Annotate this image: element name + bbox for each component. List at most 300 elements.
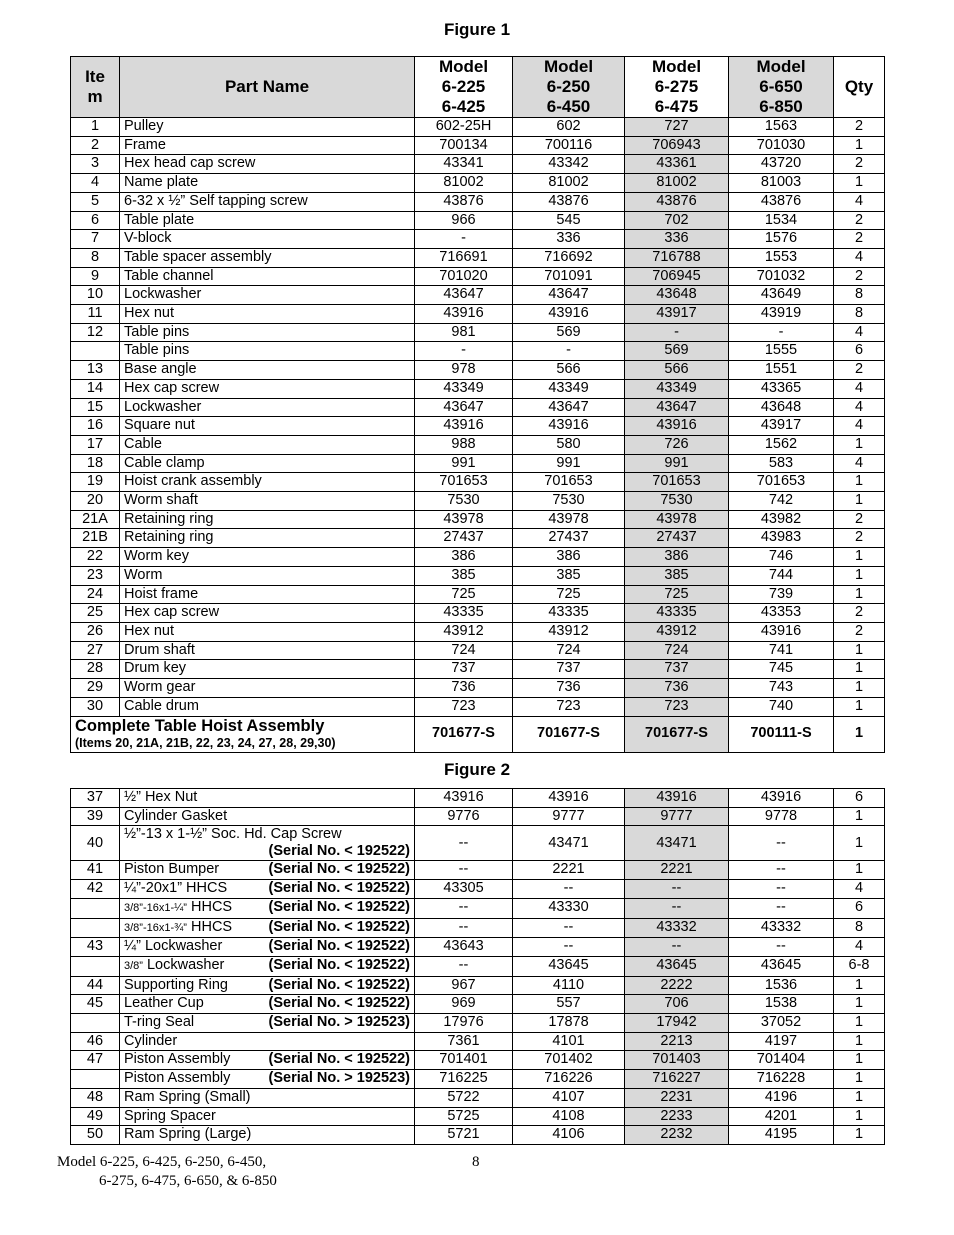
part-number-model-2: 4110	[513, 976, 625, 995]
table-row	[71, 492, 885, 511]
quantity: 1	[834, 566, 885, 585]
part-number-model-1: --	[415, 918, 513, 938]
part-number-model-4: 739	[729, 585, 834, 604]
part-number-model-4: --	[729, 826, 834, 861]
part-number-model-2: 700116	[513, 136, 625, 155]
part-number-model-2: 336	[513, 230, 625, 249]
part-number-model-3: 43647	[625, 398, 729, 417]
serial-note: (Serial No. > 192523)	[268, 1014, 410, 1031]
table-row	[71, 938, 885, 957]
part-number-model-2: 43916	[513, 305, 625, 324]
quantity: 1	[834, 1088, 885, 1107]
part-number-model-3: 385	[625, 566, 729, 585]
part-number-model-1: 725	[415, 585, 513, 604]
part-number-model-4: 1538	[729, 995, 834, 1014]
part-name: Drum key	[120, 660, 415, 679]
part-number-model-3: 2232	[625, 1126, 729, 1145]
quantity: 1	[834, 641, 885, 660]
part-number-model-3: 2222	[625, 976, 729, 995]
item-number: 29	[71, 679, 120, 698]
part-name	[120, 956, 415, 976]
item-number: 22	[71, 548, 120, 567]
part-number-model-4: 1555	[729, 342, 834, 361]
part-name	[120, 1014, 415, 1033]
part-name: Hex nut	[120, 622, 415, 641]
table-row	[71, 1014, 885, 1033]
part-number-model-2: 4107	[513, 1088, 625, 1107]
part-name: Hoist frame	[120, 585, 415, 604]
part-name	[120, 1088, 415, 1107]
part-number-model-1: -	[415, 230, 513, 249]
part-number-model-4: 43916	[729, 789, 834, 808]
item-number: 28	[71, 660, 120, 679]
table-row	[71, 435, 885, 454]
part-name-text: Piston Assembly	[124, 1051, 231, 1068]
part-number-model-4: 43645	[729, 956, 834, 976]
part-name	[120, 826, 415, 861]
part-name	[120, 976, 415, 995]
part-number-model-2: 43471	[513, 826, 625, 861]
part-number-model-1: 43916	[415, 789, 513, 808]
table-row	[71, 585, 885, 604]
part-number-model-3: 727	[625, 118, 729, 137]
part-number-model-4: 43876	[729, 192, 834, 211]
part-name	[120, 918, 415, 938]
part-name-text: Ram Spring (Large)	[124, 1126, 252, 1143]
table-row	[71, 880, 885, 899]
part-name: V-block	[120, 230, 415, 249]
part-number-model-1: 967	[415, 976, 513, 995]
part-number-model-1: 701401	[415, 1051, 513, 1070]
part-number-model-3: 43648	[625, 286, 729, 305]
serial-note: (Serial No. < 192522)	[268, 918, 410, 935]
item-number: 45	[71, 995, 120, 1014]
quantity: 8	[834, 305, 885, 324]
part-number-model-3: 726	[625, 435, 729, 454]
part-number-model-1: 43349	[415, 379, 513, 398]
table-row	[71, 230, 885, 249]
part-name: Frame	[120, 136, 415, 155]
part-number-model-2: --	[513, 918, 625, 938]
part-number-model-1: 724	[415, 641, 513, 660]
part-number-model-4: 4197	[729, 1032, 834, 1051]
table-row	[71, 1126, 885, 1145]
part-number-model-3: -	[625, 323, 729, 342]
part-number-model-1: 17976	[415, 1014, 513, 1033]
table-row	[71, 641, 885, 660]
serial-note: (Serial No. > 192523)	[268, 1070, 410, 1087]
quantity: 1	[834, 861, 885, 880]
part-number-model-1: 716225	[415, 1070, 513, 1089]
part-number-model-4: 745	[729, 660, 834, 679]
part-name: Cable	[120, 435, 415, 454]
part-number-model-1: 43335	[415, 604, 513, 623]
part-number-model-3: 701403	[625, 1051, 729, 1070]
part-name: Table pins	[120, 342, 415, 361]
item-number: 49	[71, 1107, 120, 1126]
part-number-model-3: 43645	[625, 956, 729, 976]
table-row	[71, 679, 885, 698]
item-number: 30	[71, 697, 120, 716]
quantity: 2	[834, 267, 885, 286]
item-number: 3	[71, 155, 120, 174]
item-number: 15	[71, 398, 120, 417]
part-name-text: Piston Assembly	[124, 1070, 231, 1087]
part-number-model-2: 725	[513, 585, 625, 604]
quantity: 1	[834, 807, 885, 826]
table-row	[71, 361, 885, 380]
quantity: 4	[834, 398, 885, 417]
quantity: 4	[834, 938, 885, 957]
part-name: Cable clamp	[120, 454, 415, 473]
part-number-model-4: 1576	[729, 230, 834, 249]
item-number: 43	[71, 938, 120, 957]
table-row	[71, 807, 885, 826]
part-number-model-1: 43647	[415, 398, 513, 417]
serial-note: (Serial No. < 192522)	[268, 880, 410, 897]
part-number-model-3: 716788	[625, 248, 729, 267]
part-name-text: Piston Bumper	[124, 861, 220, 878]
quantity: 1	[834, 826, 885, 861]
part-number-model-4: 43720	[729, 155, 834, 174]
quantity: 2	[834, 361, 885, 380]
item-number: 11	[71, 305, 120, 324]
part-number-model-3: 724	[625, 641, 729, 660]
item-number: 18	[71, 454, 120, 473]
item-number: 48	[71, 1088, 120, 1107]
part-name: Name plate	[120, 174, 415, 193]
part-number-model-4: -	[729, 323, 834, 342]
figure-1-title: Figure 1	[443, 20, 511, 39]
part-number-model-2: --	[513, 880, 625, 899]
item-number: 19	[71, 473, 120, 492]
part-number-model-1: 978	[415, 361, 513, 380]
part-number-model-2: 27437	[513, 529, 625, 548]
item-number: 23	[71, 566, 120, 585]
part-number-model-3: 566	[625, 361, 729, 380]
part-number-model-1: 988	[415, 435, 513, 454]
part-number-model-4: 1551	[729, 361, 834, 380]
quantity: 1	[834, 660, 885, 679]
part-number-model-2: 580	[513, 435, 625, 454]
quantity: 4	[834, 454, 885, 473]
assembly-model-4: 700111-S	[729, 716, 834, 752]
part-number-model-1: 386	[415, 548, 513, 567]
part-number-model-2: 43912	[513, 622, 625, 641]
part-number-model-3: 701653	[625, 473, 729, 492]
footer-models	[57, 1153, 277, 1191]
quantity: 6	[834, 898, 885, 918]
part-number-model-3: 43335	[625, 604, 729, 623]
part-number-model-3: 43916	[625, 417, 729, 436]
part-number-model-1: --	[415, 898, 513, 918]
part-number-model-4: 744	[729, 566, 834, 585]
part-number-model-4: 43649	[729, 286, 834, 305]
part-name-text: ¼”-20x1” HHCS	[124, 880, 228, 897]
part-number-model-2: 723	[513, 697, 625, 716]
part-number-model-2: 17878	[513, 1014, 625, 1033]
table-row	[71, 660, 885, 679]
figure-2-title: Figure 2	[443, 760, 511, 779]
quantity: 2	[834, 211, 885, 230]
quantity: 1	[834, 1126, 885, 1145]
part-name: Base angle	[120, 361, 415, 380]
part-number-model-4: 43332	[729, 918, 834, 938]
part-number-model-4: 9778	[729, 807, 834, 826]
table-row	[71, 417, 885, 436]
table-row	[71, 267, 885, 286]
quantity: 1	[834, 1051, 885, 1070]
part-number-model-2: 716692	[513, 248, 625, 267]
part-number-model-3: 43471	[625, 826, 729, 861]
part-number-model-4: 43365	[729, 379, 834, 398]
quantity: 4	[834, 248, 885, 267]
part-number-model-3: --	[625, 898, 729, 918]
assembly-model-2: 701677-S	[513, 716, 625, 752]
serial-note: (Serial No. < 192522)	[268, 861, 410, 878]
part-number-model-4: 1553	[729, 248, 834, 267]
item-number: 46	[71, 1032, 120, 1051]
part-name: Pulley	[120, 118, 415, 137]
table-row	[71, 1088, 885, 1107]
part-number-model-3: 723	[625, 697, 729, 716]
header-model-1: Model 6-225 6-425	[415, 57, 513, 118]
quantity: 4	[834, 323, 885, 342]
part-number-model-3: 7530	[625, 492, 729, 511]
part-number-model-4: 701404	[729, 1051, 834, 1070]
item-number: 20	[71, 492, 120, 511]
quantity: 2	[834, 604, 885, 623]
part-number-model-2: 4101	[513, 1032, 625, 1051]
part-number-model-3: 2233	[625, 1107, 729, 1126]
serial-note: (Serial No. < 192522)	[268, 843, 410, 860]
item-number: 4	[71, 174, 120, 193]
part-name: Hoist crank assembly	[120, 473, 415, 492]
part-number-model-2: 43876	[513, 192, 625, 211]
table-row	[71, 510, 885, 529]
item-number: 24	[71, 585, 120, 604]
quantity: 1	[834, 995, 885, 1014]
item-number: 44	[71, 976, 120, 995]
part-number-model-2: 7530	[513, 492, 625, 511]
table-row	[71, 454, 885, 473]
part-number-model-4: 4196	[729, 1088, 834, 1107]
item-number	[71, 918, 120, 938]
part-name-text: Leather Cup	[124, 995, 204, 1012]
part-number-model-4: 43353	[729, 604, 834, 623]
table-row	[71, 192, 885, 211]
table-row	[71, 1032, 885, 1051]
item-number: 39	[71, 807, 120, 826]
part-name-text: HHCS	[186, 918, 233, 935]
table-row	[71, 1051, 885, 1070]
figure-2-parts-table	[70, 788, 885, 1145]
part-number-model-2: 43342	[513, 155, 625, 174]
part-number-model-3: 27437	[625, 529, 729, 548]
part-number-model-1: 43647	[415, 286, 513, 305]
part-number-model-1: 701653	[415, 473, 513, 492]
item-number: 37	[71, 789, 120, 808]
part-number-model-1: 43305	[415, 880, 513, 899]
quantity: 1	[834, 473, 885, 492]
footer-models-line-2: 6-275, 6-475, 6-650, & 6-850	[99, 1173, 277, 1189]
part-number-model-2: 4108	[513, 1107, 625, 1126]
part-name: Worm shaft	[120, 492, 415, 511]
table-row	[71, 136, 885, 155]
item-number: 8	[71, 248, 120, 267]
table-row	[71, 174, 885, 193]
part-number-model-2: 991	[513, 454, 625, 473]
part-name	[120, 995, 415, 1014]
part-size: 3/8”	[124, 959, 143, 972]
part-number-model-3: 336	[625, 230, 729, 249]
part-number-model-3: 991	[625, 454, 729, 473]
quantity: 1	[834, 1107, 885, 1126]
part-name-text: Ram Spring (Small)	[124, 1088, 251, 1105]
part-number-model-4: 37052	[729, 1014, 834, 1033]
part-name-text: HHCS	[186, 898, 233, 915]
part-number-model-1: 700134	[415, 136, 513, 155]
part-number-model-2: 43335	[513, 604, 625, 623]
part-name-text: Spring Spacer	[124, 1107, 216, 1124]
table-row	[71, 473, 885, 492]
part-number-model-2: 701402	[513, 1051, 625, 1070]
part-number-model-3: 81002	[625, 174, 729, 193]
part-number-model-1: 966	[415, 211, 513, 230]
item-number: 14	[71, 379, 120, 398]
item-number: 21B	[71, 529, 120, 548]
part-number-model-3: 716227	[625, 1070, 729, 1089]
quantity: 1	[834, 174, 885, 193]
part-name-text: Cylinder Gasket	[124, 807, 228, 824]
part-number-model-4: 583	[729, 454, 834, 473]
part-number-model-4: 743	[729, 679, 834, 698]
part-number-model-2: 736	[513, 679, 625, 698]
table-row	[71, 604, 885, 623]
table-row	[71, 323, 885, 342]
part-number-model-2: 2221	[513, 861, 625, 880]
part-number-model-1: 5725	[415, 1107, 513, 1126]
assembly-model-1: 701677-S	[415, 716, 513, 752]
part-number-model-2: 386	[513, 548, 625, 567]
part-number-model-4: 43648	[729, 398, 834, 417]
part-number-model-1: 5722	[415, 1088, 513, 1107]
table-row	[71, 548, 885, 567]
part-name-text: Supporting Ring	[124, 976, 228, 993]
part-number-model-3: 2231	[625, 1088, 729, 1107]
part-name	[120, 1107, 415, 1126]
quantity: 2	[834, 510, 885, 529]
part-number-model-4: 1562	[729, 435, 834, 454]
part-name-text: ½” Hex Nut	[124, 789, 198, 805]
part-number-model-1: 602-25H	[415, 118, 513, 137]
part-number-model-1: 43916	[415, 417, 513, 436]
part-number-model-3: 706	[625, 995, 729, 1014]
part-number-model-1: 701020	[415, 267, 513, 286]
part-number-model-2: 737	[513, 660, 625, 679]
quantity: 1	[834, 697, 885, 716]
item-number: 1	[71, 118, 120, 137]
table-row	[71, 379, 885, 398]
table-header-row	[71, 57, 885, 118]
serial-note: (Serial No. < 192522)	[268, 938, 410, 955]
table-row	[71, 155, 885, 174]
part-number-model-1: 43341	[415, 155, 513, 174]
part-number-model-1: 43912	[415, 622, 513, 641]
part-size: 3/8”-16x1-¾”	[124, 921, 187, 934]
part-number-model-4: 43917	[729, 417, 834, 436]
part-number-model-2: 545	[513, 211, 625, 230]
part-name: Worm	[120, 566, 415, 585]
header-item: Ite m	[71, 57, 120, 118]
part-number-model-1: 9776	[415, 807, 513, 826]
page-number: 8	[472, 1154, 480, 1170]
table-row	[71, 529, 885, 548]
part-number-model-3: 569	[625, 342, 729, 361]
footer-models-line-1: Model 6-225, 6-425, 6-250, 6-450,	[57, 1154, 267, 1170]
item-number: 6	[71, 211, 120, 230]
quantity: 2	[834, 155, 885, 174]
part-number-model-4: 4201	[729, 1107, 834, 1126]
quantity: 8	[834, 918, 885, 938]
part-number-model-4: 43982	[729, 510, 834, 529]
quantity: 1	[834, 585, 885, 604]
part-number-model-2: --	[513, 938, 625, 957]
part-number-model-3: 737	[625, 660, 729, 679]
part-number-model-3: 706943	[625, 136, 729, 155]
part-name	[120, 938, 415, 957]
header-model-2: Model 6-250 6-450	[513, 57, 625, 118]
part-number-model-3: 43912	[625, 622, 729, 641]
table-row	[71, 898, 885, 918]
part-number-model-3: --	[625, 938, 729, 957]
part-name: Square nut	[120, 417, 415, 436]
part-name	[120, 1032, 415, 1051]
quantity: 4	[834, 880, 885, 899]
part-name	[120, 880, 415, 899]
assembly-row	[71, 716, 885, 752]
table-row	[71, 286, 885, 305]
part-number-model-1: 737	[415, 660, 513, 679]
table-row	[71, 305, 885, 324]
part-name: Table spacer assembly	[120, 248, 415, 267]
table-row	[71, 861, 885, 880]
header-qty: Qty	[834, 57, 885, 118]
part-number-model-2: 43647	[513, 286, 625, 305]
part-number-model-4: --	[729, 861, 834, 880]
quantity: 2	[834, 230, 885, 249]
quantity: 4	[834, 192, 885, 211]
part-number-model-1: 991	[415, 454, 513, 473]
part-number-model-1: 716691	[415, 248, 513, 267]
part-number-model-2: 4106	[513, 1126, 625, 1145]
part-name: Worm key	[120, 548, 415, 567]
part-name: Cable drum	[120, 697, 415, 716]
part-name: Retaining ring	[120, 529, 415, 548]
quantity: 1	[834, 1070, 885, 1089]
assembly-qty: 1	[834, 716, 885, 752]
part-number-model-1: -	[415, 342, 513, 361]
item-number: 25	[71, 604, 120, 623]
part-number-model-2: 43330	[513, 898, 625, 918]
part-number-model-1: 969	[415, 995, 513, 1014]
item-number: 47	[71, 1051, 120, 1070]
quantity: 1	[834, 1014, 885, 1033]
part-number-model-2: 43349	[513, 379, 625, 398]
serial-note: (Serial No. < 192522)	[268, 995, 410, 1012]
table-row	[71, 789, 885, 808]
item-number: 42	[71, 880, 120, 899]
